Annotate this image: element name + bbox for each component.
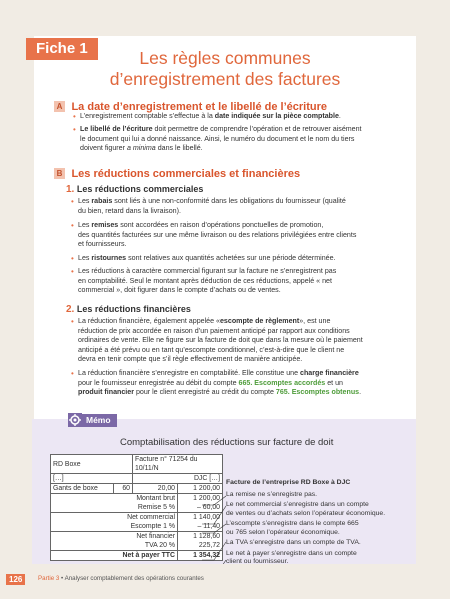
table-row: Escompte 1 % – 11,40	[51, 522, 223, 532]
table-row: TVA 20 % 225,72	[51, 541, 223, 551]
reduction-financiere-bullet-2: • La réduction financière s’enregistre en comptabilité. Elle constitue une charge financière pour le fournisseur enregistrée au débit du compte 665. Escomptes accordés et un produit financier pour le client enregistré au crédit du compte 765. Escomptes obtenus.	[71, 369, 362, 397]
table-row: Montant brut 1 200,00	[51, 494, 223, 504]
page-number: 126	[6, 574, 25, 585]
title-line-1: Les règles communes	[139, 48, 311, 68]
footer-text: Partie 3 • Analyser comptablement des opérations courantes	[38, 575, 204, 582]
subsection-2-heading: 2. Les réductions financières	[66, 304, 191, 315]
bullet-icon: •	[71, 369, 74, 378]
rabais-bullet: • Les rabais sont liés à une non-conformité dans les obligations du fournisseur (qualité du bien, retard dans la livraison).	[71, 197, 346, 215]
section-a-bullet-1: • L’enregistrement comptable s’effectue à la date indiquée sur la pièce comptable.	[73, 112, 341, 121]
subsection-1-heading: 1. Les réductions commerciales	[66, 184, 204, 195]
page-sheet	[34, 36, 416, 564]
section-a-bullet-2: • Le libellé de l’écriture doit permettre de comprendre l’opération et de retrouver aisément le document qui lui a donné naissance. Ainsi, le numéro du document et le nom du tiers doivent figurer a minima dans le libellé.	[73, 125, 362, 153]
ristournes-bullet: • Les ristournes sont relatives aux quantités achetées sur une période déterminée.	[71, 254, 336, 263]
section-b-title: Les réductions commerciales et financières	[71, 167, 301, 180]
bullet-icon: •	[73, 112, 76, 121]
table-row: RD Boxe Facture n° 71254 du 10/11/N	[51, 455, 223, 474]
reduction-financiere-bullet-1: • La réduction financière, également appelée «escompte de règlement», est une réduction de prix accordée en raison d’un paiement anticipé par rapport aux conditions ordinaires de vente. Elle ne figure sur la facture de doit que dans la mesure où le paiement anticipé a été prévu ou en tant qu’escompte conditionnel, c’est-à-dire que le client ne devra en tenir compte que s’il règle effectivement de manière anticipée.	[71, 317, 363, 364]
section-a-title: La date d’enregistrement et le libellé de l’écriture	[71, 100, 327, 113]
bullet-icon: •	[71, 221, 74, 230]
memo-label: Mémo	[82, 414, 117, 427]
bullet-icon: •	[71, 267, 74, 276]
table-row: Net financier 1 128,60	[51, 532, 223, 542]
table-row: […] DJC […]	[51, 474, 223, 484]
table-row: Remise 5 % – 60,00	[51, 503, 223, 513]
memo-title: Comptabilisation des réductions sur facture de doit	[120, 437, 334, 448]
title-line-2: d’enregistrement des factures	[109, 69, 341, 89]
remises-bullet: • Les remises sont accordées en raison d’opérations ponctuelles de promotion, des quantités facturées sur une même livraison ou des relations privilégiées entre clients et fournisseurs.	[71, 221, 357, 249]
fiche-label: Fiche 1	[26, 38, 98, 60]
bullet-icon: •	[71, 317, 74, 326]
table-row: Gants de boxe 60 20,00 1 200,00	[51, 484, 223, 494]
bullet-icon: •	[71, 254, 74, 263]
bullet-icon: •	[73, 125, 76, 134]
section-a-badge: A	[54, 101, 65, 112]
table-row: Net à payer TTC 1 354,32	[51, 551, 223, 561]
table-row: Net commercial 1 140,00	[51, 513, 223, 523]
notes-heading: Facture de l’entreprise RD Boxe à DJC	[226, 479, 351, 486]
bullet-icon: •	[71, 197, 74, 206]
reductions-commerciales-bullet: • Les réductions à caractère commercial figurant sur la facture ne s’enregistrent pas en comptabilité. Seul le montant après déduction de ces réductions, appelé « net commercial », doit figurer dans le compte d’achats ou de ventes.	[71, 267, 337, 295]
section-b-badge: B	[54, 168, 65, 179]
memo-notes: Facture de l’entreprise RD Boxe à DJC La remise ne s’enregistre pas. Le net commercial s’enregistre dans un compte de ventes ou d’achats selon l’opérateur économique. L’escompte s’enregistre dans le compte 665 ou 765 selon l’opérateur économique. La TVA s’enregistre dans un compte de TVA. Le net à payer s’enregistre dans un compte client ou fournisseur.	[226, 479, 406, 567]
